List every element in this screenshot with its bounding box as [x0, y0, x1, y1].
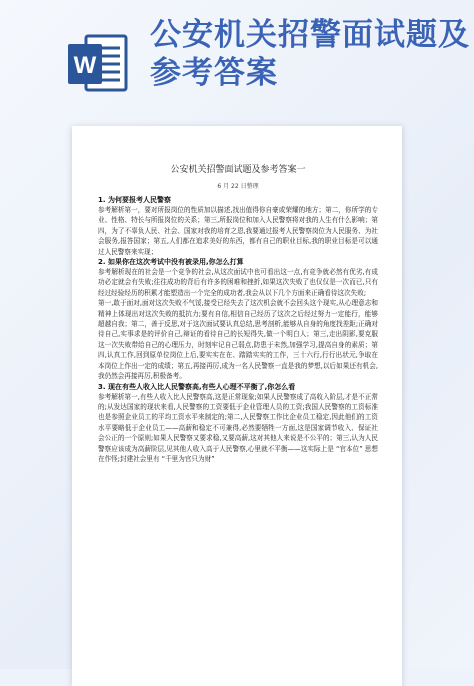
- word-letter: W: [73, 52, 97, 79]
- document-page: [72, 126, 402, 686]
- answer-2-paragraph-2: 第一,敢于面对,面对这次失败不气馁,接受已经失去了这次机会就不会回头这个现实,从心理意志和精神上体现出对这次失败的抵抗力;要有自信,相信自己经历了这次之后经过努力一定能行，能够超越自我；第二，善于反思,对于这次面试要认真总结,思考剖析,能够从自身的角度找差距;正确对待自己,实事求是的评价自己,辩证的看待自己的长短得失,做一个明白人；第三,走出阴影,要克服这一次失败带给自己的心理压力，时刻牢记自己弱点,防患于未然,加强学习,提高自身的素质；第四,认真工作,回到原单位岗位上后,要实实在在、踏踏实实的工作，三十六行,行行出状元,争取在本岗位上作出一定的成绩；第五,再接再厉,成为一名人民警察一直是我的梦想,以后如果还有机会,我仍然会再接再厉,积极备考。: [98, 299, 378, 381]
- document-body: [98, 162, 378, 464]
- question-2: 2. 如果你在这次考试中没有被录用,你怎么打算: [98, 258, 244, 267]
- question-1: 1. 为何要报考人民警察: [98, 196, 171, 204]
- page-heading: 公安机关招警面试题及参考答案一: [170, 165, 306, 175]
- header-banner: [0, 0, 474, 100]
- answer-2-paragraph-1: 参考解析现在的社会是一个竞争的社会,从这次面试中也可看出这一点,有竞争就必然有优劣,有成功必定就会有失败;往往成功的背后有许多的困难和挫折,如果这次失败了也仅仅是一次而已,只有经过经验经历的积累才能塑造出一个完全的成功者,我会从以下几个方面来正确看待这次失败;: [98, 268, 378, 297]
- question-3: 3. 现在有些人收入比人民警察高,有些人心理不平衡了,你怎么看: [98, 382, 296, 391]
- answer-1: 参考解析第一，要对所报岗位的性质加以描述,找出值得你自豪或荣耀的地方；第二，你所学的专业、性格、特长与所报岗位的关系；第三,所报岗位和加入人民警察将对我的人生有什么影响；第四，为了不辜负人民、社会、国家对我的培育之恩,我要通过报考人民警察岗位为人民服务、为社会服务,报答国家；第五,人们都在追求美好的东西，都有自己的职业目标,我的职业目标是可以通过人民警察来实现；: [98, 206, 378, 256]
- answer-3: 参考解析第一,有些人收入比人民警察高,这是正常现象;如果人民警察成了高收入阶层,才是不正常的;从发达国家的现状来看,人民警察的工资要低于企业管理人员的工资;我国人民警察的工资标准也是参照企业员工的平均工资水平来制定的;第二,人民警察工作比企业员工稳定,因此他们的工资水平要略低于企业员工——高薪和稳定不可兼得,必然要牺牲一方面,这是国家调节收入、保证社会公正的一个原则;如果人民警察又要求稳,又要高薪,这对其他人来说是不公平的；第三,认为人民警察应该成为高薪阶层,见其他人收入高于人民警察,心里就不平衡——这实际上是 “官本位” 思想在作怪;封建社会里有 “千里为官只为财”: [98, 392, 378, 463]
- document-title: 公安机关招警面试题及参考答案: [150, 17, 470, 91]
- word-document-icon: [68, 34, 130, 94]
- document-date: 6 月 22 日整理: [217, 183, 259, 190]
